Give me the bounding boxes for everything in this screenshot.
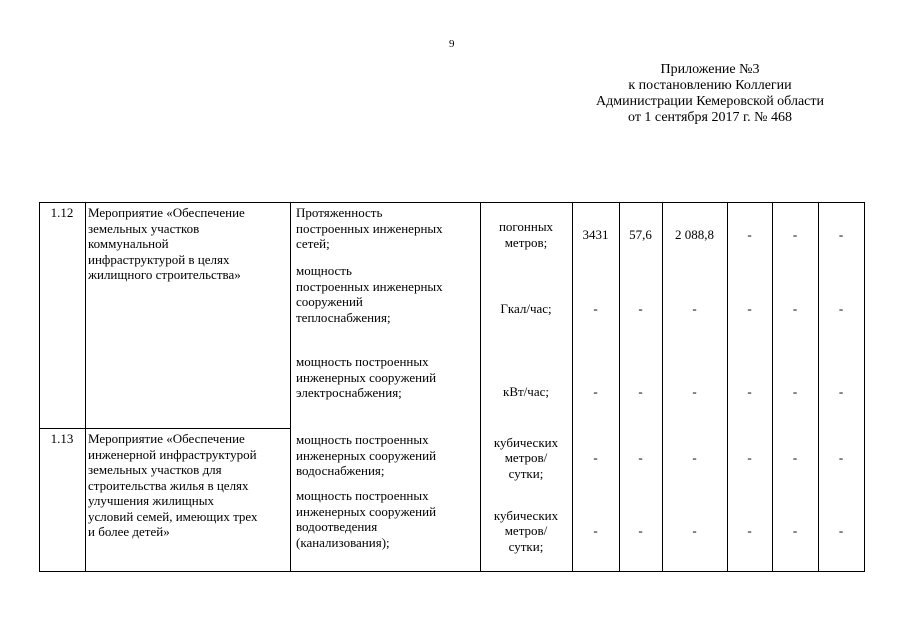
row-number: 1.13 <box>50 431 74 446</box>
indicator-value: - <box>638 384 643 399</box>
indicator-value: 3431 <box>582 227 609 242</box>
indicator-value: - <box>593 523 598 538</box>
indicator-value: - <box>792 523 798 538</box>
indicator-value: - <box>593 384 598 399</box>
unit-line: Гкал/час; <box>500 301 552 316</box>
indicator-name-line: Протяженность <box>296 205 383 220</box>
header-line: Приложение №3 <box>660 62 760 77</box>
indicator-value: - <box>838 523 844 538</box>
table-rule <box>290 202 291 571</box>
indicator-value: - <box>638 450 643 465</box>
indicator-value: - <box>593 450 598 465</box>
event-name-line: инженерной инфраструктурой <box>88 446 257 462</box>
event-name-line: и более детей» <box>88 524 170 539</box>
indicator-name-line: инженерных сооружений <box>296 369 437 385</box>
indicator-value: - <box>747 301 752 316</box>
indicator-name-line: электроснабжения; <box>296 385 402 400</box>
indicator-name-line: водоотведения <box>296 519 378 534</box>
unit-line: кубических <box>493 434 559 450</box>
indicator-value: - <box>792 384 798 399</box>
indicator-name-line: мощность <box>296 263 352 278</box>
table-rule <box>85 202 86 571</box>
table-rule <box>39 202 865 203</box>
indicator-name-line: сетей; <box>296 236 330 251</box>
event-name-line: строительства жилья в целях <box>88 477 249 493</box>
indicator-name-line: мощность построенных <box>296 432 429 447</box>
event-name-line: инфраструктурой в целях <box>88 251 230 267</box>
indicator-name-line: построенных инженерных <box>296 278 443 294</box>
header-line: Администрации Кемеровской области <box>596 94 824 109</box>
unit-line: сутки; <box>508 538 544 554</box>
indicator-value: - <box>747 384 752 399</box>
page-number: 9 <box>449 38 455 50</box>
event-name-line: Мероприятие «Обеспечение <box>88 431 245 446</box>
event-name-line: земельных участков для <box>88 462 222 477</box>
indicator-value: - <box>747 523 752 538</box>
unit-line: метров/ <box>504 523 548 538</box>
table-rule <box>39 428 290 429</box>
indicator-value: - <box>747 450 752 465</box>
indicator-name-line: мощность построенных <box>296 354 429 369</box>
unit-line: кубических <box>493 507 559 523</box>
table-rule <box>39 202 40 571</box>
indicator-name-line: сооружений <box>296 294 363 309</box>
unit-line: метров/ <box>504 450 548 465</box>
table-rule <box>864 202 865 571</box>
unit-line: сутки; <box>508 465 544 481</box>
indicator-value: - <box>838 227 844 242</box>
indicator-value: - <box>638 301 643 316</box>
indicator-value: - <box>692 523 697 538</box>
indicator-name-line: построенных инженерных <box>296 220 443 236</box>
indicator-value: - <box>638 523 643 538</box>
unit-line: кВт/час; <box>503 384 549 399</box>
indicator-value: - <box>792 450 798 465</box>
event-name-line: коммунальной <box>88 236 169 251</box>
indicator-value: - <box>593 301 598 316</box>
event-name-line: улучшения жилищных <box>88 493 214 508</box>
indicator-value: - <box>838 384 844 399</box>
indicator-value: - <box>792 301 798 316</box>
header-line: от 1 сентября 2017 г. № 468 <box>628 110 792 125</box>
event-name-line: земельных участков <box>88 220 200 236</box>
indicator-value: - <box>692 384 697 399</box>
event-name-line: жилищного строительства» <box>88 267 241 282</box>
indicator-value: 57,6 <box>629 227 652 242</box>
indicator-value: - <box>692 450 697 465</box>
indicator-value: 2 088,8 <box>675 227 714 242</box>
indicator-name-line: инженерных сооружений <box>296 447 437 463</box>
indicator-value: - <box>747 227 752 242</box>
event-name-line: Мероприятие «Обеспечение <box>88 205 245 220</box>
indicator-value: - <box>692 301 697 316</box>
header-line: к постановлению Коллегии <box>628 78 792 93</box>
indicator-name-line: теплоснабжения; <box>296 309 391 325</box>
indicator-name-line: мощность построенных <box>296 488 429 503</box>
indicator-name-line: водоснабжения; <box>296 463 385 478</box>
indicator-value: - <box>838 450 844 465</box>
unit-line: погонных <box>498 219 554 235</box>
indicator-value: - <box>838 301 844 316</box>
table-rule <box>39 571 865 572</box>
unit-line: метров; <box>504 234 548 250</box>
indicator-value: - <box>792 227 798 242</box>
indicator-name-line: инженерных сооружений <box>296 503 437 519</box>
appendix-header <box>560 62 860 126</box>
event-name-line: условий семей, имеющих трех <box>88 508 258 524</box>
indicator-name-line: (канализования); <box>296 534 390 550</box>
row-number: 1.12 <box>50 205 74 220</box>
